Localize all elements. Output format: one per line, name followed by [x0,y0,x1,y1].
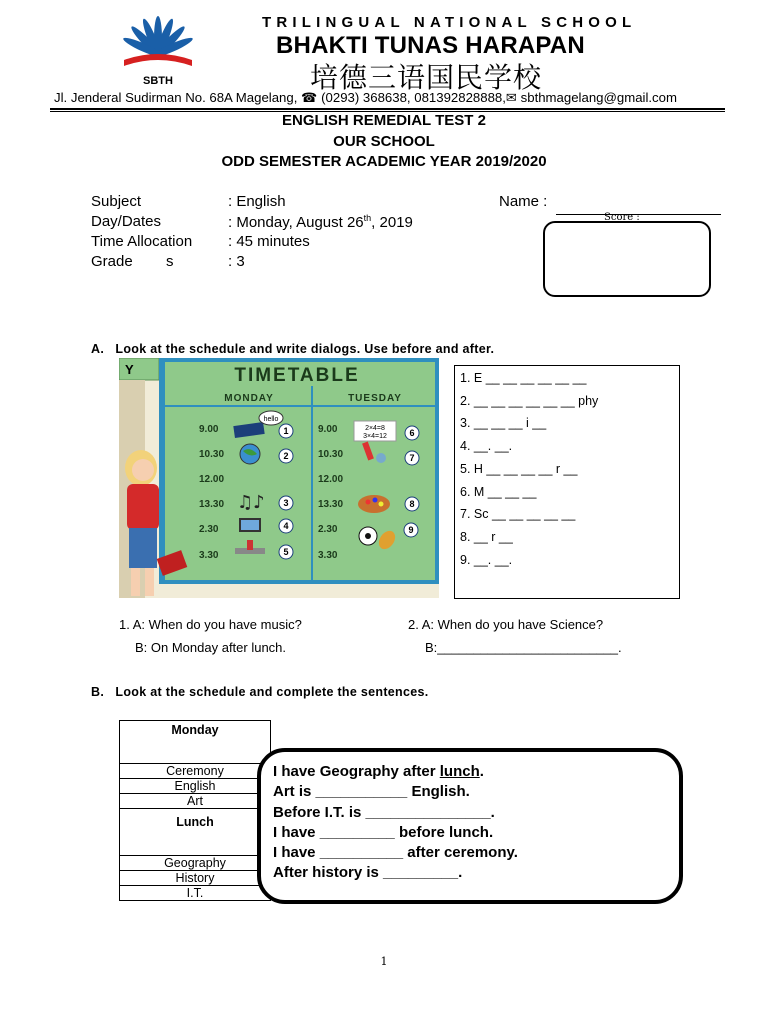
svg-text:♫♪: ♫♪ [237,492,265,513]
table-row: Lunch [120,809,271,856]
page-number: 1 [380,955,388,968]
svg-text:2.30: 2.30 [318,524,338,535]
school-type: TRILINGUAL NATIONAL SCHOOL [262,14,637,31]
test-topic: OUR SCHOOL [333,133,435,150]
table-row: English [120,779,271,794]
blank-item: 4. __. __. [460,439,513,453]
blank-item: 2. __ __ __ __ __ __ phy [460,394,599,408]
table-row: Geography [120,856,271,871]
blank-item: 3. __ __ __ i __ [460,416,547,430]
test-title: ENGLISH REMEDIAL TEST 2 [282,112,486,129]
day-value: : Monday, August 26th, 2019 [228,213,413,231]
svg-text:13.30: 13.30 [318,499,344,510]
table-row: Ceremony [120,764,271,779]
blank-item: 8. __ r __ [460,530,513,544]
svg-text:2: 2 [283,451,289,461]
score-box[interactable] [543,221,711,297]
svg-text:1: 1 [283,426,289,436]
sentence-item[interactable]: After history is _________. [273,864,463,881]
svg-text:MONDAY: MONDAY [224,393,274,404]
svg-text:hello: hello [263,416,279,423]
school-name: BHAKTI TUNAS HARAPAN [276,32,585,59]
svg-text:12.00: 12.00 [318,474,344,485]
svg-text:TUESDAY: TUESDAY [348,393,402,404]
table-row: History [120,871,271,886]
svg-text:5: 5 [283,547,289,557]
svg-text:3: 3 [283,498,289,508]
dialog1-answer: B: On Monday after lunch. [135,640,287,655]
monday-schedule-table [119,720,271,901]
svg-text:3.30: 3.30 [318,550,338,561]
svg-text:2.30: 2.30 [199,524,219,535]
svg-text:9.00: 9.00 [199,424,219,435]
name-label: Name : [499,193,548,210]
svg-text:SBTH: SBTH [143,75,173,87]
sentence-item[interactable]: Before I.T. is _______________. [273,804,495,821]
svg-text:12.00: 12.00 [199,474,225,485]
grade-label: Grade s [91,253,174,270]
dialog1-question: 1. A: When do you have music? [119,617,302,632]
svg-text:8: 8 [409,499,415,509]
test-semester: ODD SEMESTER ACADEMIC YEAR 2019/2020 [221,153,547,170]
svg-text:9.00: 9.00 [318,424,338,435]
blank-item: 7. Sc __ __ __ __ __ [460,507,576,521]
section-b-instruction: B. Look at the schedule and complete the sentences. [91,685,429,699]
example-sentence: I have Geography after lunch. [273,763,484,780]
day-label: Day/Dates [91,213,162,230]
subject-value: : English [228,193,286,210]
dialog2-answer[interactable]: B:_________________________. [425,640,622,655]
table-header: Monday [120,721,271,764]
timetable-picture [119,358,439,598]
svg-text:4: 4 [283,521,289,531]
sentence-item[interactable]: Art is ___________ English. [273,783,470,800]
blank-item: 6. M __ __ __ [460,485,537,499]
blank-item: 5. H __ __ __ __ r __ [460,462,578,476]
dialog2-question: 2. A: When do you have Science? [408,617,604,632]
sentence-item[interactable]: I have _________ before lunch. [273,824,494,841]
school-logo [118,8,198,92]
score-label: Score : [604,212,640,223]
svg-text:TIMETABLE: TIMETABLE [234,365,360,386]
time-value: : 45 minutes [228,233,310,250]
svg-text:10.30: 10.30 [318,449,344,460]
svg-text:3.30: 3.30 [199,550,219,561]
subject-label: Subject [91,193,142,210]
table-row: Art [120,794,271,809]
svg-text:10.30: 10.30 [199,449,225,460]
table-row: I.T. [120,886,271,901]
sentence-item[interactable]: I have __________ after ceremony. [273,844,518,861]
svg-text:6: 6 [409,428,415,438]
svg-text:2×4=8: 2×4=8 [365,425,385,432]
school-name-chinese: 培德三语国民学校 [310,61,543,94]
blank-item: 9. __. __. [460,553,513,567]
svg-text:Y: Y [125,362,134,377]
svg-text:9: 9 [408,525,414,535]
header-divider [50,108,725,110]
grade-value: : 3 [228,253,245,270]
svg-text:3×4=12: 3×4=12 [363,433,387,440]
svg-text:13.30: 13.30 [199,499,225,510]
section-a-instruction: A. Look at the schedule and write dialogs. Use before and after. [91,342,495,356]
time-label: Time Allocation [91,233,193,250]
blank-item: 1. E __ __ __ __ __ __ [460,371,587,385]
svg-text:7: 7 [409,453,415,463]
school-address: Jl. Jenderal Sudirman No. 68A Magelang, ☎ (0293) 368638, 081392828888,✉ sbthmagelang@gmail.com [54,90,677,105]
